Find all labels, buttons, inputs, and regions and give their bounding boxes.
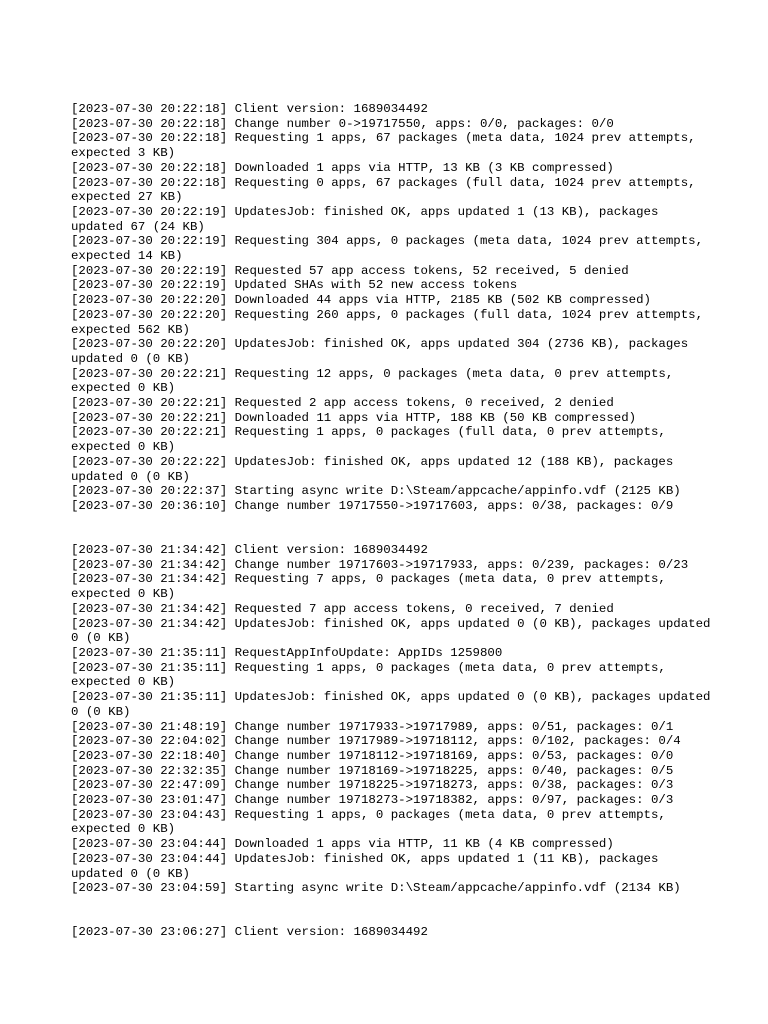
- log-line: [2023-07-30 20:22:18] Client version: 1689034492: [71, 102, 428, 116]
- log-line: [2023-07-30 21:34:42] UpdatesJob: finished OK, apps updated 0 (0 KB), packages updated 0 (0 KB): [71, 616, 718, 646]
- block-separator: [71, 514, 711, 543]
- log-line: [2023-07-30 20:22:21] Requesting 12 apps, 0 packages (meta data, 0 prev attempts, expected 0 KB): [71, 366, 681, 396]
- log-line: [2023-07-30 23:04:44] UpdatesJob: finished OK, apps updated 1 (11 KB), packages updated 0 (0 KB): [71, 851, 666, 881]
- log-line: [2023-07-30 21:35:11] Requesting 1 apps, 0 packages (meta data, 0 prev attempts, expected 0 KB): [71, 660, 674, 690]
- log-line: [2023-07-30 20:22:21] Requested 2 app access tokens, 0 received, 2 denied: [71, 396, 614, 411]
- log-line: [2023-07-30 22:32:35] Change number 19718169->19718225, apps: 0/40, packages: 0/5: [71, 763, 674, 778]
- log-line: [2023-07-30 20:22:19] Updated SHAs with 52 new access tokens: [71, 278, 518, 293]
- log-line: [2023-07-30 21:35:11] RequestAppInfoUpdate: AppIDs 1259800: [71, 646, 503, 660]
- log-document: [71, 102, 718, 940]
- log-line: [2023-07-30 21:34:42] Requesting 7 apps, 0 packages (meta data, 0 prev attempts, expected 0 KB): [71, 572, 674, 602]
- log-line: [2023-07-30 20:22:20] Downloaded 44 apps via HTTP, 2185 KB (502 KB compressed): [71, 293, 651, 308]
- block-separator: [71, 896, 711, 925]
- log-line: [2023-07-30 20:22:19] Requested 57 app access tokens, 52 received, 5 denied: [71, 263, 629, 278]
- log-line: [2023-07-30 20:22:18] Downloaded 1 apps via HTTP, 13 KB (3 KB compressed): [71, 160, 614, 175]
- log-line: [2023-07-30 20:22:19] Requesting 304 apps, 0 packages (meta data, 1024 prev attempts, expected 14 KB): [71, 234, 711, 264]
- log-line: [2023-07-30 23:04:59] Starting async write D:\Steam/appcache/appinfo.vdf (2134 KB): [71, 881, 681, 896]
- log-line: [2023-07-30 20:22:18] Change number 0->19717550, apps: 0/0, packages: 0/0: [71, 116, 614, 131]
- log-line: [2023-07-30 23:04:43] Requesting 1 apps, 0 packages (meta data, 0 prev attempts, expected 0 KB): [71, 807, 674, 837]
- log-session-3: [71, 925, 711, 940]
- log-line: [2023-07-30 20:22:37] Starting async write D:\Steam/appcache/appinfo.vdf (2125 KB): [71, 484, 681, 499]
- log-line: [2023-07-30 20:22:21] Downloaded 11 apps via HTTP, 188 KB (50 KB compressed): [71, 410, 637, 425]
- log-line: [2023-07-30 23:01:47] Change number 19718273->19718382, apps: 0/97, packages: 0/3: [71, 793, 674, 808]
- log-line: [2023-07-30 20:22:18] Requesting 1 apps, 67 packages (meta data, 1024 prev attempts, expected 3 KB): [71, 131, 704, 161]
- log-line: [2023-07-30 23:04:44] Downloaded 1 apps via HTTP, 11 KB (4 KB compressed): [71, 837, 614, 852]
- log-line: [2023-07-30 21:34:42] Change number 19717603->19717933, apps: 0/239, packages: 0/23: [71, 557, 689, 572]
- log-line: [2023-07-30 22:04:02] Change number 19717989->19718112, apps: 0/102, packages: 0/4: [71, 734, 681, 749]
- log-line: [2023-07-30 20:22:20] Requesting 260 apps, 0 packages (full data, 1024 prev attempts, expected 562 KB): [71, 307, 711, 337]
- log-line: [2023-07-30 21:34:42] Requested 7 app access tokens, 0 received, 7 denied: [71, 601, 614, 616]
- log-line: [2023-07-30 21:34:42] Client version: 1689034492: [71, 543, 428, 558]
- log-line: [2023-07-30 22:47:09] Change number 19718225->19718273, apps: 0/38, packages: 0/3: [71, 778, 674, 793]
- log-session-1: [71, 102, 711, 514]
- log-line: [2023-07-30 21:48:19] Change number 19717933->19717989, apps: 0/51, packages: 0/1: [71, 719, 674, 734]
- log-line: [2023-07-30 20:36:10] Change number 19717550->19717603, apps: 0/38, packages: 0/9: [71, 498, 674, 513]
- log-line: [2023-07-30 20:22:22] UpdatesJob: finished OK, apps updated 12 (188 KB), packages updated 0 (0 KB): [71, 454, 681, 484]
- log-line: [2023-07-30 20:22:21] Requesting 1 apps, 0 packages (full data, 0 prev attempts, expected 0 KB): [71, 425, 674, 455]
- log-line: [2023-07-30 20:22:18] Requesting 0 apps, 67 packages (full data, 1024 prev attempts, expected 27 KB): [71, 175, 704, 205]
- log-line: [2023-07-30 20:22:19] UpdatesJob: finished OK, apps updated 1 (13 KB), packages updated 67 (24 KB): [71, 204, 666, 234]
- log-line: [2023-07-30 23:06:27] Client version: 1689034492: [71, 925, 428, 940]
- log-session-2: [71, 543, 718, 896]
- log-line: [2023-07-30 22:18:40] Change number 19718112->19718169, apps: 0/53, packages: 0/0: [71, 748, 674, 763]
- log-line: [2023-07-30 20:22:20] UpdatesJob: finished OK, apps updated 304 (2736 KB), packages updated 0 (0 KB): [71, 337, 696, 366]
- log-line: [2023-07-30 21:35:11] UpdatesJob: finished OK, apps updated 0 (0 KB), packages updated 0 (0 KB): [71, 690, 718, 719]
